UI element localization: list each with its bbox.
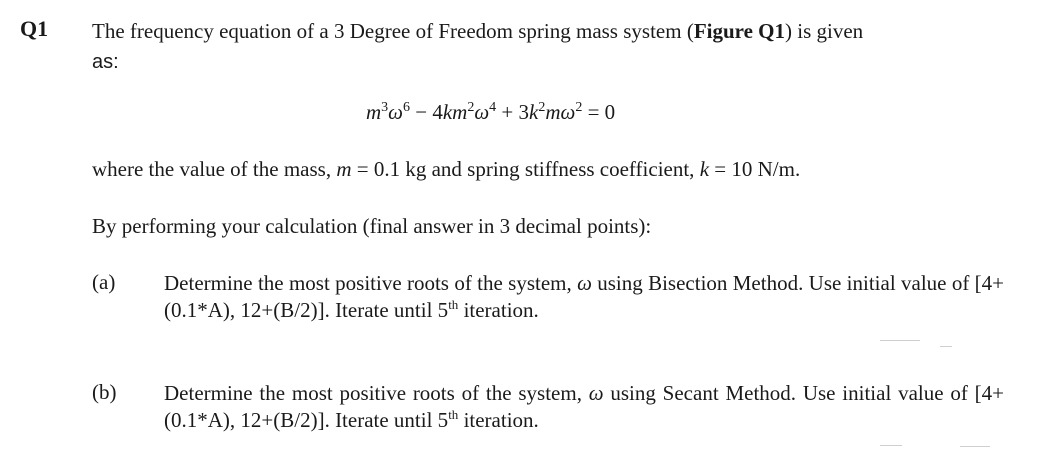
eq-operator-minus: − 4	[410, 100, 443, 124]
eq-operator-plus: + 3	[496, 100, 530, 124]
eq-m-term3: m	[545, 100, 561, 124]
part-a-text	[164, 270, 1004, 324]
eq-m-exp1: 3	[381, 100, 389, 115]
eq-m-exp2: 2	[467, 100, 475, 115]
scan-speck	[880, 445, 902, 446]
eq-m-term2: m	[452, 100, 468, 124]
scan-speck	[940, 346, 952, 347]
part-a-text-2: using Bisection Method. Use initial value of [4+(0.1*A), 12+(B/2)]. Iterate until 5	[164, 271, 1004, 322]
part-b-text-2: using Secant Method. Use initial value of [4+(0.1*A), 12+(B/2)]. Iterate until 5	[164, 381, 1004, 432]
scan-speck	[960, 446, 990, 447]
part-a-omega: ω	[577, 271, 592, 295]
given-text-2: = 0.1 kg and spring stiffness coefficient,	[351, 157, 700, 181]
given-text-3: = 10 N/m.	[709, 157, 801, 181]
eq-m-term1: m	[366, 100, 382, 124]
given-stiffness-symbol: k	[699, 157, 710, 181]
part-a-label: (a)	[92, 270, 116, 294]
eq-omega-term2: ω	[474, 100, 490, 124]
intro-text-end: ) is given	[785, 19, 864, 43]
given-text-1: where the value of the mass,	[92, 157, 337, 181]
scan-speck	[880, 340, 920, 341]
eq-k-exp3: 2	[538, 100, 546, 115]
eq-omega-term3: ω	[560, 100, 576, 124]
intro-as-word: as:	[92, 51, 119, 73]
part-b-superscript: th	[448, 407, 459, 422]
part-a-superscript: th	[448, 297, 459, 312]
part-b-text-1: Determine the most positive roots of the system,	[164, 381, 589, 405]
instruction-text: By performing your calculation (final answer in 3 decimal points):	[92, 214, 652, 238]
part-a-text-3: iteration.	[458, 298, 539, 322]
given-mass-symbol: m	[336, 157, 352, 181]
given-values	[92, 157, 800, 182]
eq-omega-term1: ω	[388, 100, 403, 124]
eq-rhs: = 0	[582, 100, 616, 124]
frequency-equation	[366, 100, 615, 125]
eq-omega-exp3: 2	[575, 100, 583, 115]
question-intro	[92, 16, 1012, 77]
eq-k-term3: k	[529, 100, 539, 124]
eq-k-term2: k	[442, 100, 453, 124]
part-b-text	[164, 380, 1004, 434]
eq-omega-exp2: 4	[489, 100, 497, 115]
part-a-text-1: Determine the most positive roots of the system,	[164, 271, 578, 295]
part-b-text-3: iteration.	[458, 408, 539, 432]
part-b-label: (b)	[92, 380, 117, 404]
question-number: Q1	[20, 16, 49, 41]
figure-reference: Figure Q1	[693, 19, 786, 43]
eq-omega-exp1: 6	[403, 100, 410, 115]
intro-text-start: The frequency equation of a 3 Degree of Freedom spring mass system (	[92, 19, 694, 43]
part-b-omega: ω	[588, 381, 604, 405]
